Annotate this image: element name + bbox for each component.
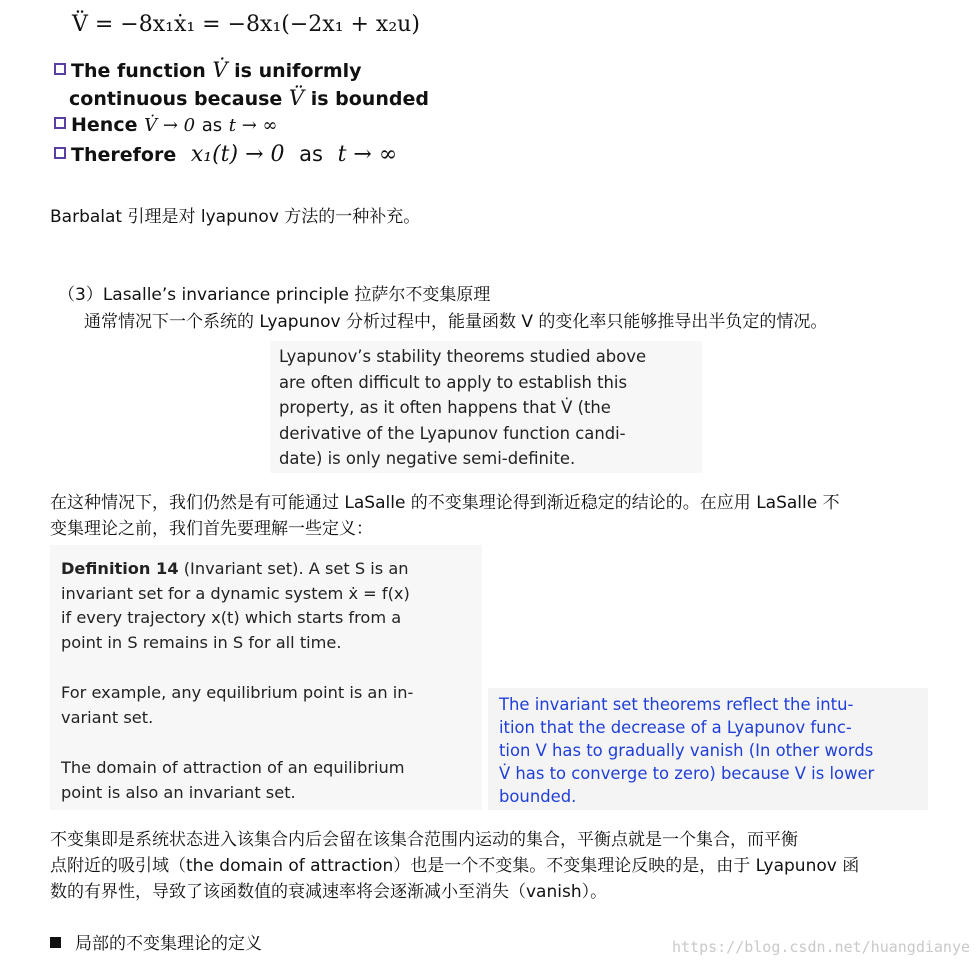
bullet-text: is bounded bbox=[310, 88, 429, 110]
definition-line: invariant set for a dynamic system ẋ = f(x) bbox=[61, 583, 410, 603]
bullet-text: Hence bbox=[71, 114, 138, 136]
bullet-math: t → ∞ bbox=[228, 115, 278, 136]
quote-line: are often difficult to apply to establish this bbox=[279, 372, 628, 392]
quote-line: property, as it often happens that V̇ (the bbox=[279, 398, 611, 417]
section-intro: 通常情况下一个系统的 Lyapunov 分析过程中，能量函数 V 的变化率只能够推导出半负定的情况。 bbox=[84, 312, 828, 332]
example-line: variant set. bbox=[61, 707, 154, 727]
bullet-text: continuous because bbox=[69, 88, 283, 110]
bullet-item bbox=[54, 58, 362, 82]
quote-line: date) is only negative semi-definite. bbox=[279, 449, 576, 468]
definition-text: (Invariant set). A set S is an bbox=[178, 559, 409, 578]
invariant-theorem-excerpt bbox=[488, 688, 928, 810]
bullet-continuation bbox=[69, 86, 429, 110]
local-invariant-heading bbox=[50, 929, 262, 954]
definition-heading bbox=[61, 557, 472, 582]
watermark: https://blog.csdn.net/huangdianye bbox=[671, 938, 970, 956]
blue-line: tion V has to gradually vanish (In other words bbox=[499, 741, 874, 760]
definition-line: point in S remains in S for all time. bbox=[61, 632, 342, 652]
example-line: For example, any equilibrium point is an in- bbox=[61, 683, 414, 702]
square-bullet-icon bbox=[54, 63, 66, 75]
heading-text: 局部的不变集理论的定义 bbox=[75, 934, 262, 954]
bullet-math: x₁(t) → 0 bbox=[190, 142, 285, 167]
definition-excerpt bbox=[50, 545, 482, 810]
lasalle-paragraph-line: 在这种情况下，我们仍然是有可能通过 LaSalle 的不变集理论得到渐近稳定的结论的。在应用 LaSalle 不 bbox=[50, 493, 840, 513]
quote-excerpt bbox=[270, 341, 702, 473]
bullet-math: V̈ bbox=[288, 86, 305, 110]
bullet-text: as bbox=[299, 142, 323, 166]
domain-line: The domain of attraction of an equilibrium bbox=[61, 758, 405, 777]
invariant-paragraph-line: 数的有界性，导致了该函数值的衰减速率将会逐渐减小至消失（vanish）。 bbox=[50, 882, 608, 902]
barbalat-paragraph: Barbalat 引理是对 lyapunov 方法的一种补充。 bbox=[50, 207, 421, 227]
section-heading: （3）Lasalle’s invariance principle 拉萨尔不变集原理 bbox=[58, 285, 491, 305]
bullet-item bbox=[54, 142, 397, 167]
bullet-text: as bbox=[201, 115, 223, 136]
invariant-paragraph-line: 点附近的吸引域（the domain of attraction）也是一个不变集。不变集理论反映的是，由于 Lyapunov 函 bbox=[50, 856, 860, 876]
bullet-item bbox=[54, 114, 278, 136]
square-bullet-icon bbox=[54, 147, 66, 159]
bullet-math: t → ∞ bbox=[337, 142, 398, 167]
lasalle-paragraph-line: 变集理论之前，我们首先要理解一些定义： bbox=[50, 519, 373, 539]
blue-line: ition that the decrease of a Lyapunov func- bbox=[499, 718, 852, 737]
quote-line: derivative of the Lyapunov function candi- bbox=[279, 423, 626, 443]
square-bullet-icon bbox=[50, 937, 61, 948]
bullet-text: is uniformly bbox=[234, 60, 362, 82]
square-bullet-icon bbox=[54, 117, 66, 129]
quote-line: Lyapunov’s stability theorems studied above bbox=[279, 347, 647, 366]
equation-v-double-dot: V̈ = −8x₁ẋ₁ = −8x₁(−2x₁ + x₂u) bbox=[72, 12, 420, 37]
blue-line: The invariant set theorems reflect the intu- bbox=[499, 695, 854, 714]
bullet-math: V̇ bbox=[212, 58, 228, 82]
definition-line: if every trajectory x(t) which starts from a bbox=[61, 608, 402, 627]
invariant-paragraph-line: 不变集即是系统状态进入该集合内后会留在该集合范围内运动的集合，平衡点就是一个集合，而平衡 bbox=[50, 830, 798, 850]
blue-line: bounded. bbox=[499, 787, 577, 806]
definition-label: Definition 14 bbox=[61, 559, 179, 578]
blue-line: V̇ has to converge to zero) because V is lower bbox=[499, 764, 875, 783]
bullet-text: Therefore bbox=[71, 144, 177, 166]
bullet-text: The function bbox=[71, 60, 206, 82]
bullet-math: V̇ → 0 bbox=[144, 115, 196, 136]
domain-line: point is also an invariant set. bbox=[61, 782, 296, 802]
